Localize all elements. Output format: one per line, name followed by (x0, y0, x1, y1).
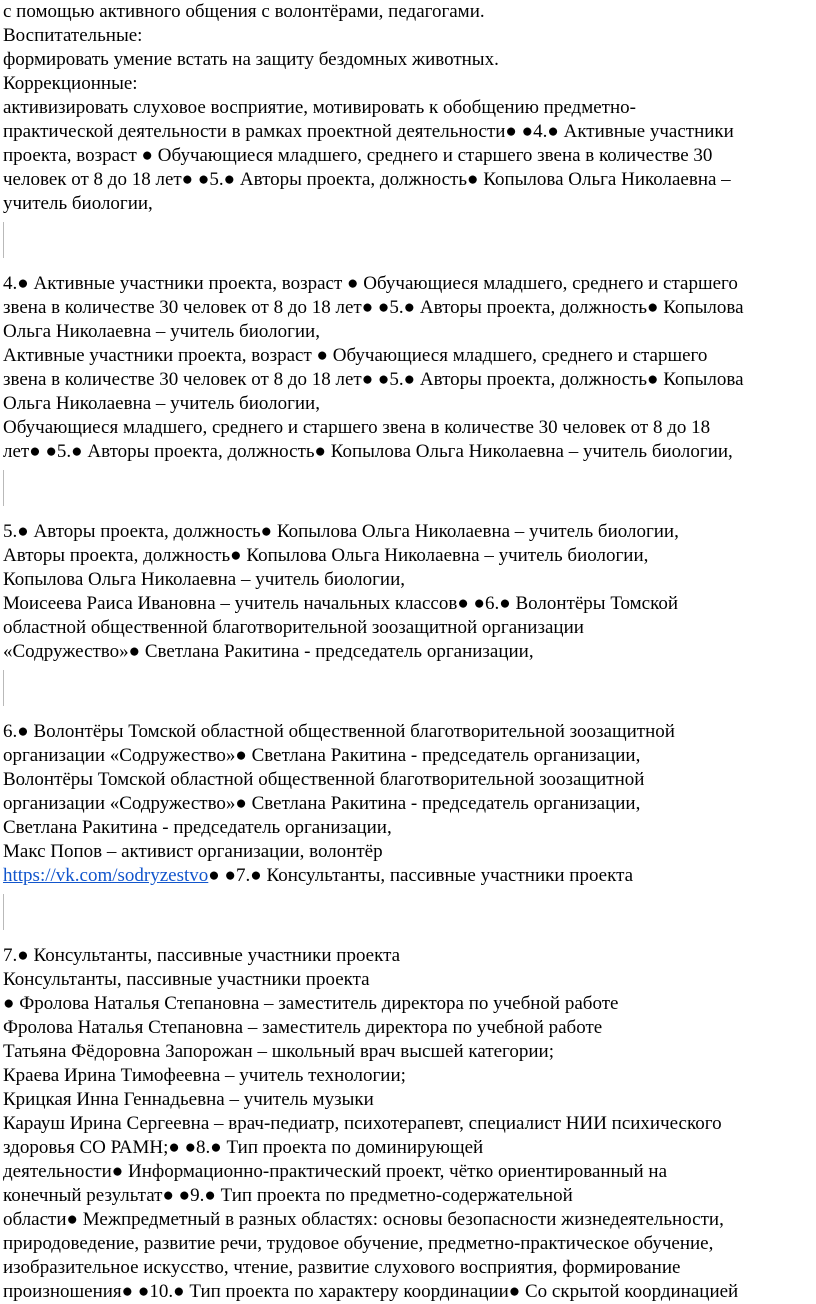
text-line: практической деятельности в рамках проектной деятельности● ●4.● Активные участники (3, 121, 734, 142)
text-line: конечный результат● ●9.● Тип проекта по предметно-содержательной (3, 1185, 573, 1206)
text-line: Татьяна Фёдоровна Запорожан – школьный врач высшей категории; (3, 1041, 554, 1062)
text-line: 7.● Консультанты, пассивные участники проекта (3, 945, 401, 966)
text-line: Ольга Николаевна – учитель биологии, (3, 321, 320, 342)
text-line: звена в количестве 30 человек от 8 до 18 лет● ●5.● Авторы проекта, должность● Копылова (3, 297, 744, 318)
vk-link[interactable]: https://vk.com/sodryzestvo (3, 865, 209, 886)
section-gap (3, 888, 809, 944)
text-line: здоровья СО РАМН;● ●8.● Тип проекта по доминирующей (3, 1137, 484, 1158)
paragraph-group-4 (3, 720, 809, 864)
text-line: Ольга Николаевна – учитель биологии, (3, 393, 320, 414)
text-line: природоведение, развитие речи, трудовое обучение, предметно-практическое обучение, (3, 1233, 714, 1254)
link-line (3, 864, 809, 888)
section-gap (3, 464, 809, 520)
text-line: звена в количестве 30 человек от 8 до 18 лет● ●5.● Авторы проекта, должность● Копылова (3, 369, 744, 390)
text-line: Фролова Наталья Степановна – заместитель директора по учебной работе (3, 1017, 603, 1038)
text-line: Крицкая Инна Геннадьевна – учитель музыки (3, 1089, 374, 1110)
text-line: с помощью активного общения с волонтёрами, педагогами. (3, 1, 485, 22)
text-line: Макс Попов – активист организации, волонтёр (3, 841, 383, 862)
text-line: произношения● ●10.● Тип проекта по характеру координации● Со скрытой координацией (3, 1281, 739, 1302)
text-line: Коррекционные: (3, 73, 138, 94)
link-line-rest: ● ●7.● Консультанты, пассивные участники проекта (208, 865, 634, 886)
text-line: формировать умение встать на защиту бездомных животных. (3, 49, 499, 70)
text-caret (3, 470, 4, 506)
text-line: лет● ●5.● Авторы проекта, должность● Копылова Ольга Николаевна – учитель биологии, (3, 441, 733, 462)
text-line: области● Межпредметный в разных областях: основы безопасности жизнедеятельности, (3, 1209, 724, 1230)
paragraph-group-5 (3, 944, 809, 1304)
text-line: Светлана Ракитина - председатель организации, (3, 817, 392, 838)
paragraph-group-2 (3, 272, 809, 464)
text-line: человек от 8 до 18 лет● ●5.● Авторы проекта, должность● Копылова Ольга Николаевна – (3, 169, 731, 190)
paragraph-group-1 (3, 0, 809, 216)
text-line: областной общественной благотворительной зоозащитной организации (3, 617, 584, 638)
text-line: Обучающиеся младшего, среднего и старшего звена в количестве 30 человек от 8 до 18 (3, 417, 711, 438)
text-line: ● Фролова Наталья Степановна – заместитель директора по учебной работе (3, 993, 619, 1014)
text-line: Краева Ирина Тимофеевна – учитель технологии; (3, 1065, 406, 1086)
text-caret (3, 894, 4, 930)
text-line: Карауш Ирина Сергеевна – врач-педиатр, психотерапевт, специалист НИИ психического (3, 1113, 722, 1134)
paragraph-group-3 (3, 520, 809, 664)
text-line: проекта, возраст ● Обучающиеся младшего, среднего и старшего звена в количестве 30 (3, 145, 713, 166)
text-line: 5.● Авторы проекта, должность● Копылова Ольга Николаевна – учитель биологии, (3, 521, 679, 542)
text-line: Воспитательные: (3, 25, 143, 46)
document-page (3, 0, 809, 1304)
text-line: организации «Содружество»● Светлана Ракитина - председатель организации, (3, 793, 641, 814)
text-line: «Содружество»● Светлана Ракитина - председатель организации, (3, 641, 534, 662)
text-line: Моисеева Раиса Ивановна – учитель начальных классов● ●6.● Волонтёры Томской (3, 593, 679, 614)
text-line: активизировать слуховое восприятие, мотивировать к обобщению предметно- (3, 97, 636, 118)
text-line: деятельности● Информационно-практический проект, чётко ориентированный на (3, 1161, 668, 1182)
section-gap (3, 216, 809, 272)
text-line: учитель биологии, (3, 193, 153, 214)
text-line: Волонтёры Томской областной общественной благотворительной зоозащитной (3, 769, 645, 790)
text-line: Копылова Ольга Николаевна – учитель биологии, (3, 569, 406, 590)
text-line: Авторы проекта, должность● Копылова Ольга Николаевна – учитель биологии, (3, 545, 649, 566)
text-line: организации «Содружество»● Светлана Ракитина - председатель организации, (3, 745, 641, 766)
text-line: 4.● Активные участники проекта, возраст ● Обучающиеся младшего, среднего и старшего (3, 273, 738, 294)
text-line: Консультанты, пассивные участники проекта (3, 969, 370, 990)
text-caret (3, 222, 4, 258)
section-gap (3, 664, 809, 720)
text-line: Активные участники проекта, возраст ● Обучающиеся младшего, среднего и старшего (3, 345, 708, 366)
text-line: 6.● Волонтёры Томской областной общественной благотворительной зоозащитной (3, 721, 675, 742)
text-caret (3, 670, 4, 706)
text-line: изобразительное искусство, чтение, развитие слухового восприятия, формирование (3, 1257, 681, 1278)
